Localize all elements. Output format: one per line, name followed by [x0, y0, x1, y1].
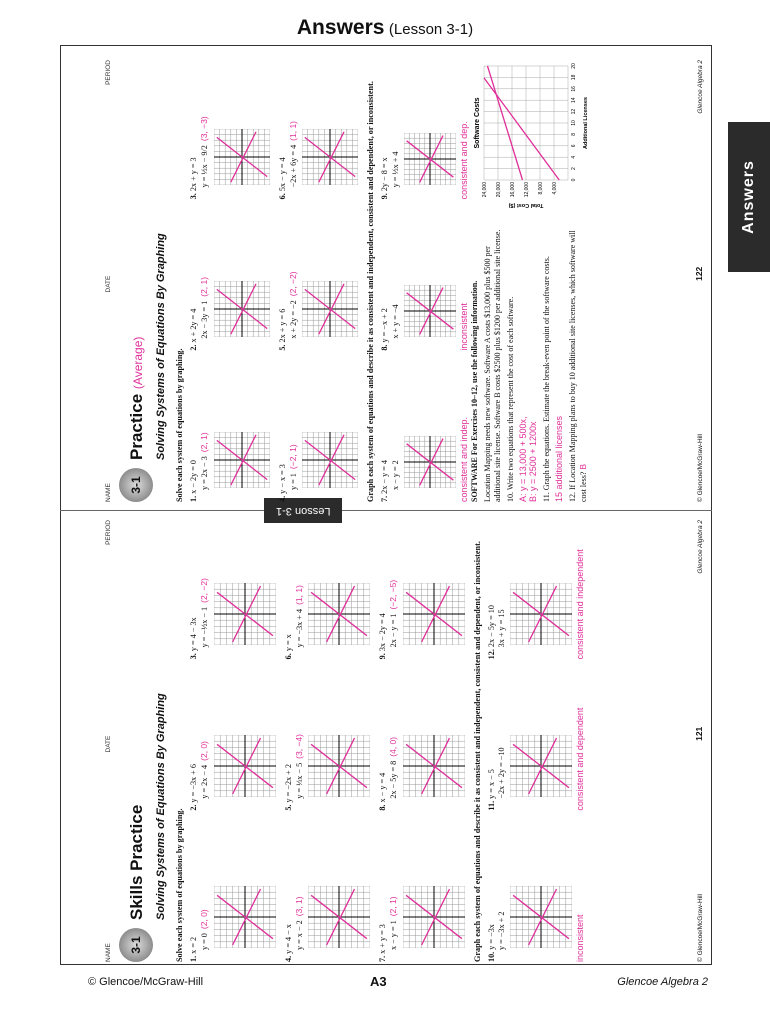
problem-item	[284, 823, 375, 962]
practice-meta	[105, 60, 113, 502]
skills-instructions-1: Solve each system of equations by graphing.	[174, 808, 184, 962]
lesson-tab-label: Lesson 3-1	[275, 505, 331, 517]
skills-page-number: 121	[693, 726, 704, 741]
practice-problems	[189, 60, 362, 502]
software-intro: SOFTWARE For Exercises 10–12, use the following information.	[470, 280, 480, 502]
lesson-badge: 3-1	[119, 468, 153, 502]
problem-item	[278, 363, 363, 502]
coordinate-grid	[214, 735, 276, 797]
problem-answer: (1, 1)	[293, 585, 304, 605]
problem-item	[189, 211, 274, 350]
y-tick-label: 12,000	[524, 182, 531, 198]
problem-answer: (2, −2)	[199, 578, 210, 603]
coordinate-grid	[404, 133, 456, 185]
x-tick-label: 10	[571, 120, 578, 126]
practice-level: (Average)	[130, 336, 145, 390]
x-tick-label: 12	[571, 108, 578, 115]
y-tick-label: 4,000	[552, 182, 559, 195]
answer-11: 15 additional licenses	[553, 415, 564, 502]
y-tick-label: 20,000	[496, 182, 503, 198]
x-tick-label: 6	[571, 144, 578, 148]
coordinate-grid	[403, 886, 465, 948]
problem-equations: 4. y = 4 − x y = x − 2(3, 1)	[283, 896, 304, 962]
problem-answer: (4, 0)	[388, 736, 399, 757]
problem-item	[284, 520, 375, 659]
problem-item	[189, 363, 274, 502]
coordinate-grid	[302, 432, 358, 488]
problem-answer: consistent and dep.	[458, 121, 469, 200]
problem-answer: (3, 1)	[293, 896, 304, 917]
problem-equations: 6. y = x y = −3x + 4(1, 1)	[283, 585, 304, 660]
problem-answer: (2, 1)	[199, 276, 210, 297]
skills-footer	[694, 520, 705, 962]
problem-answer: (2, 0)	[199, 741, 210, 761]
period-label: PERIOD	[105, 60, 112, 85]
answers-side-tab	[728, 122, 770, 272]
problem-answer: (3, −4)	[293, 734, 304, 759]
problem-answer: consistent and indep.	[458, 416, 469, 502]
problem-answer: (−2, −5)	[388, 579, 399, 610]
footer-book: Glencoe Algebra 2	[617, 976, 708, 988]
coordinate-grid	[308, 583, 370, 645]
problem-answer: inconsistent	[575, 914, 586, 962]
problem-item	[380, 211, 470, 350]
problem-answer: (2, −2)	[287, 271, 298, 297]
coordinate-grid	[308, 735, 370, 797]
skills-problems-2	[487, 520, 587, 962]
practice-problems-2	[380, 60, 470, 502]
answer-10a: A: y = 13,000 + 500x,	[518, 416, 529, 502]
coordinate-grid	[214, 432, 270, 488]
problem-item	[278, 60, 363, 199]
coordinate-grid	[302, 129, 358, 185]
problem-equations: 4. y − x = 3 y = 1(−2, 1)	[277, 444, 298, 502]
practice-subtitle: Solving Systems of Equations By Graphing	[155, 233, 168, 460]
problem-answer: (−2, 1)	[287, 444, 298, 470]
coordinate-grid	[510, 886, 572, 948]
problem-answer: (3, −3)	[199, 116, 210, 142]
problem-item	[378, 671, 469, 810]
coordinate-grid	[308, 886, 370, 948]
problem-answer: consistent and dependent	[575, 707, 586, 811]
problem-item	[487, 671, 587, 810]
coordinate-grid	[403, 583, 465, 645]
date-label: DATE	[105, 735, 112, 753]
problem-item	[380, 363, 470, 502]
skills-problems	[189, 520, 469, 962]
problem-equations: 3. 2x + y = 3 y = ½x − 9/2(3, −3)	[189, 116, 210, 200]
pages-divider	[60, 510, 712, 511]
header-title: Answers	[296, 16, 385, 39]
coordinate-grid	[214, 129, 270, 185]
problem-equations: 6. 5x − y = 4 −2x + 6y = 4(1, 1)	[277, 120, 298, 200]
practice-page-wrap	[105, 60, 705, 502]
problem-item	[189, 823, 280, 962]
skills-page-wrap	[105, 520, 705, 962]
problem-item	[380, 60, 470, 199]
question-12: 12. If Location Mapping plans to buy 10 additional site licenses, which software will cost less? B	[567, 230, 588, 502]
problem-equations: 7. 2x − y = 4 x − y = 2	[380, 460, 400, 502]
problem-answer: (2, 1)	[388, 896, 399, 917]
problem-equations: 9. 3x − 2y = 4 2x − y = 1(−2, −5)	[378, 579, 399, 660]
coordinate-grid	[404, 285, 456, 337]
x-tick-label: 0	[571, 178, 578, 182]
coordinate-grid	[214, 281, 270, 337]
skills-subtitle: Solving Systems of Equations By Graphing	[155, 693, 168, 920]
x-tick-label: 18	[571, 74, 578, 81]
problem-item	[378, 520, 469, 659]
x-tick-label: 2	[571, 167, 578, 170]
page-header	[0, 16, 770, 40]
problem-equations: 8. y = −x + 2 x + y = −4	[380, 304, 400, 351]
problem-equations: 5. 2x + y = 6 x + 2y = −2(2, −2)	[277, 271, 298, 351]
practice-instructions-2: Graph each system of equations and describe it as consistent and independent, consistent and dependent, or inconsistent.	[366, 81, 376, 502]
coordinate-grid	[214, 583, 276, 645]
skills-title-row	[119, 520, 153, 962]
problem-item	[189, 60, 274, 199]
x-tick-label: 20	[571, 63, 578, 69]
practice-page	[105, 60, 705, 502]
problem-equations: 11. y = x − 5 −2x + 2y = −10	[486, 747, 507, 811]
x-axis-label: Additional Licenses	[583, 97, 590, 149]
problem-answer: (2, 0)	[199, 909, 210, 930]
coordinate-grid	[510, 735, 572, 797]
problem-item	[487, 520, 587, 659]
problem-item	[487, 823, 587, 962]
problem-item	[284, 671, 375, 810]
problem-equations: 8. x − y = 4 2x − 5y = 8(4, 0)	[378, 736, 399, 811]
answer-12: B	[577, 463, 588, 470]
question-10: 10. Write two equations that represent the cost of each software.	[506, 296, 516, 502]
header-subtitle: (Lesson 3-1)	[388, 21, 474, 38]
skills-instructions-2: Graph each system of equations and describe it as consistent and independent, consistent and dependent, or inconsistent.	[472, 541, 482, 962]
problem-equations: 1. x − 2y = 0 y = 2x − 3(2, 1)	[189, 432, 210, 502]
coordinate-grid	[403, 735, 465, 797]
x-tick-label: 16	[571, 86, 578, 92]
problem-equations: 3. y = 4 − 3x y = −½x − 1(2, −2)	[189, 578, 210, 660]
problem-answer: (2, 1)	[199, 432, 210, 453]
lesson-badge: 3-1	[119, 928, 153, 962]
answer-10b: B: y = 2500 + 1200x	[528, 421, 539, 502]
y-tick-label: 8,000	[538, 182, 545, 195]
problem-equations: 10. y = −3x y = −3x + 2	[486, 911, 507, 962]
practice-instructions-1: Solve each system of equations by graphing.	[174, 348, 184, 502]
chart-title: Software Costs	[474, 97, 482, 149]
coordinate-grid	[404, 436, 456, 488]
coordinate-grid	[302, 281, 358, 337]
date-label: DATE	[105, 275, 112, 293]
skills-footer-left: © Glencoe/McGraw-Hill	[696, 894, 704, 962]
period-label: PERIOD	[105, 520, 112, 545]
question-11: 11. Graph the equations. Estimate the break-even point of the software costs.	[541, 256, 551, 502]
x-tick-label: 14	[571, 97, 578, 103]
problem-equations: 5. y = −2x + 2 y = ⅓x − 5(3, −4)	[283, 734, 304, 811]
x-tick-label: 8	[571, 133, 578, 136]
coordinate-grid	[510, 583, 572, 645]
software-text: Location Mapping needs new software. Software A costs $13,000 plus $500 per additional site license. Software B costs $2500 plus $1200 per additional site license.	[483, 229, 503, 502]
coordinate-grid	[214, 886, 276, 948]
software-text-block	[470, 218, 593, 502]
problem-equations: 9. 2y − 8 = x y = ½x + 4	[380, 151, 400, 200]
skills-title: Skills Practice	[126, 804, 146, 920]
skills-meta	[105, 520, 113, 962]
practice-footer-right: Glencoe Algebra 2	[696, 60, 704, 114]
problem-answer: inconsistent	[458, 303, 469, 351]
y-tick-label: 24,000	[482, 182, 489, 198]
name-label: NAME	[105, 483, 112, 502]
software-costs-chart	[470, 60, 593, 210]
problem-equations: 1. x = 2 y = 0(2, 0)	[189, 909, 210, 962]
skills-page	[105, 520, 705, 962]
answers-tab-label: Answers	[740, 160, 757, 234]
practice-page-number: 122	[693, 266, 704, 281]
y-axis-label: Total Cost ($)	[508, 202, 544, 208]
practice-footer-left: © Glencoe/McGraw-Hill	[696, 434, 704, 502]
y-tick-label: 16,000	[510, 182, 517, 198]
problem-equations: 7. x + y = 3 x − y = 1(2, 1)	[378, 896, 399, 962]
problem-answer: (1, 1)	[287, 120, 298, 141]
problem-equations: 2. y = −3x + 6 y = 2x − 4(2, 0)	[189, 741, 210, 811]
name-label: NAME	[105, 943, 112, 962]
footer-copyright: © Glencoe/McGraw-Hill	[88, 976, 204, 988]
problem-answer: consistent and independent	[575, 549, 586, 660]
practice-footer	[694, 60, 705, 502]
practice-title-row	[119, 60, 153, 502]
x-tick-label: 4	[571, 155, 578, 159]
skills-footer-right: Glencoe Algebra 2	[696, 520, 704, 574]
cost-line	[484, 78, 559, 180]
footer-page-code: A3	[370, 974, 387, 989]
software-costs-svg	[470, 60, 590, 210]
problem-item	[189, 520, 280, 659]
practice-title: Practice (Average)	[126, 336, 146, 460]
problem-item	[378, 823, 469, 962]
problem-equations: 12. 2x − 5y = 10 3x + y = 15	[486, 605, 507, 660]
software-section	[470, 60, 593, 502]
problem-equations: 2. x + 2y = 4 2x − 3y = 1(2, 1)	[189, 276, 210, 351]
problem-item	[278, 211, 363, 350]
problem-item	[189, 671, 280, 810]
